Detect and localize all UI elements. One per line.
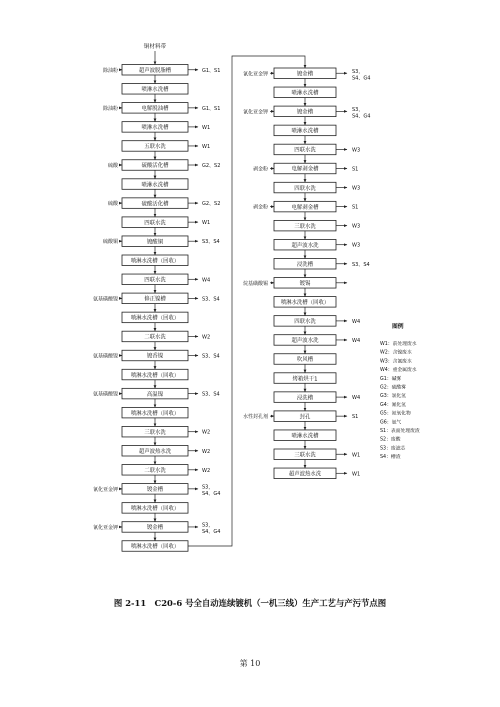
output-pollutant-label: S3、S4 bbox=[202, 239, 220, 246]
figure-caption: 图 2-11 C20-6 号全自动连续镀机（一机三线）生产工艺与产污节点图 bbox=[113, 598, 387, 608]
process-label: 喷淋水洗槽 bbox=[141, 125, 169, 132]
input-material-label: 硫酸 bbox=[107, 201, 118, 208]
right-step-8 bbox=[253, 201, 358, 220]
output-pollutant-label: S1 bbox=[352, 166, 359, 173]
output-pollutant-label: S3， bbox=[352, 106, 364, 113]
right-step-9 bbox=[274, 220, 360, 239]
output-pollutant-label: G1、S1 bbox=[202, 67, 221, 74]
input-material-label: 除油粉 bbox=[102, 105, 118, 112]
input-material-label: 氰化亚金钾 bbox=[242, 71, 268, 78]
process-label: 镀金槽 bbox=[146, 525, 164, 532]
output-pollutant-label: S3， bbox=[202, 484, 214, 491]
process-label: 三联水洗 bbox=[294, 223, 316, 230]
legend-item: W3：含氰废水 bbox=[380, 359, 412, 365]
input-material-label: 氰化亚金钾 bbox=[92, 486, 118, 493]
legend-item: S4：槽渣 bbox=[380, 455, 401, 461]
right-step-4 bbox=[274, 125, 336, 144]
output-pollutant-label: W4 bbox=[352, 337, 361, 344]
process-label: 修正镍槽 bbox=[144, 296, 166, 303]
process-label: 烤箱烘干1 bbox=[292, 376, 318, 383]
process-label: 四联水洗 bbox=[294, 185, 316, 192]
right-step-21 bbox=[274, 449, 360, 468]
left-step-12 bbox=[122, 274, 210, 293]
output-pollutant-label: W2 bbox=[202, 429, 211, 436]
process-label: 喷淋水洗槽（回收） bbox=[130, 544, 180, 551]
legend-item: G6：氨气 bbox=[380, 420, 402, 426]
process-label: 电解剥金槽 bbox=[291, 204, 319, 211]
left-step-19 bbox=[122, 407, 188, 426]
legend-item: S2：废酸 bbox=[380, 437, 401, 443]
input-material-label: 水性封孔剂 bbox=[242, 414, 268, 421]
left-step-14 bbox=[122, 312, 188, 331]
process-label: 四联水洗 bbox=[144, 220, 166, 227]
right-step-17 bbox=[274, 373, 336, 392]
output-pollutant-label: S3， bbox=[352, 68, 364, 75]
output-pollutant-label: S4、G4 bbox=[352, 75, 371, 82]
right-step-12 bbox=[243, 278, 347, 297]
right-step-18 bbox=[274, 392, 360, 411]
process-label: 电解脱油槽 bbox=[141, 106, 169, 113]
process-label: 喷淋水洗槽 bbox=[141, 87, 169, 93]
left-step-2 bbox=[122, 84, 188, 103]
output-pollutant-label: W4 bbox=[352, 395, 361, 402]
right-step-1 bbox=[243, 68, 370, 87]
left-step-10 bbox=[103, 236, 220, 255]
right-step-16 bbox=[274, 354, 336, 373]
left-step-18 bbox=[93, 388, 220, 407]
left-step-24 bbox=[122, 503, 188, 522]
process-label: 高温镍 bbox=[146, 391, 164, 398]
process-label: 喷淋水洗槽（回收） bbox=[130, 372, 180, 379]
process-label: 电解剥金槽 bbox=[291, 166, 319, 173]
process-label: 喷淋水洗槽 bbox=[291, 90, 319, 97]
left-step-13 bbox=[93, 293, 220, 312]
process-label: 喷淋水洗槽（回收） bbox=[130, 506, 180, 513]
process-label: 喷淋水洗槽 bbox=[141, 182, 169, 189]
input-material-label: 氨基磺酸镍 bbox=[92, 353, 118, 360]
left-step-23 bbox=[93, 484, 220, 503]
output-pollutant-label: W3 bbox=[352, 185, 361, 192]
start-material-label: 铜材料带 bbox=[143, 44, 167, 50]
output-pollutant-label: W3 bbox=[352, 242, 361, 249]
process-label: 硫酸活化槽 bbox=[141, 201, 169, 208]
right-step-22 bbox=[274, 468, 360, 479]
process-label: 喷淋水洗槽 bbox=[291, 433, 319, 440]
process-label: 镀香镍 bbox=[146, 353, 164, 360]
input-material-label: 氨基磺酸镍 bbox=[92, 391, 118, 398]
right-step-3 bbox=[243, 106, 370, 125]
left-process-column bbox=[93, 42, 220, 551]
process-label: 超声波水洗 bbox=[291, 242, 319, 249]
output-pollutant-label: S3、S4 bbox=[202, 296, 220, 303]
left-step-20 bbox=[122, 426, 210, 445]
process-label: 喷淋水洗槽（回收） bbox=[130, 315, 180, 322]
process-label: 浸洗槽 bbox=[296, 395, 314, 402]
output-pollutant-label: S1 bbox=[352, 414, 359, 421]
right-step-13 bbox=[274, 297, 336, 316]
legend-item: S1：表面处理废渣 bbox=[380, 429, 420, 434]
right-process-column bbox=[243, 68, 370, 479]
process-label: 镀金槽 bbox=[296, 71, 314, 78]
process-label: 四联水洗 bbox=[144, 277, 166, 284]
output-pollutant-label: S3、S4 bbox=[352, 261, 370, 268]
process-label: 四联水洗 bbox=[294, 147, 316, 154]
right-step-15 bbox=[274, 335, 360, 354]
output-pollutant-label: S4、G4 bbox=[202, 490, 221, 497]
output-pollutant-label: W3 bbox=[352, 223, 361, 230]
legend-item: G2：硫酸雾 bbox=[380, 385, 406, 391]
output-pollutant-label: W2 bbox=[202, 467, 211, 474]
output-pollutant-label: W4 bbox=[202, 277, 211, 284]
left-step-15 bbox=[122, 331, 210, 350]
right-step-14 bbox=[274, 316, 360, 335]
process-label: 镀锡 bbox=[299, 281, 311, 287]
input-material-label: 硫酸铜 bbox=[102, 239, 118, 246]
process-label: 二联水洗 bbox=[144, 334, 166, 341]
process-label: 喷淋水洗槽（回收） bbox=[130, 410, 180, 417]
output-pollutant-label: W1 bbox=[202, 143, 211, 150]
output-pollutant-label: G2、S2 bbox=[202, 201, 221, 208]
process-label: 镀金槽 bbox=[146, 487, 164, 494]
input-material-label: 氨基磺酸镍 bbox=[92, 296, 118, 303]
left-step-7 bbox=[122, 179, 188, 198]
input-material-label: 剥金粉 bbox=[252, 204, 268, 211]
process-label: 镀酸铜 bbox=[146, 239, 164, 246]
legend-item: W2：含镍废水 bbox=[380, 350, 412, 356]
output-pollutant-label: W2 bbox=[202, 334, 211, 341]
process-label: 镀金槽 bbox=[296, 109, 314, 116]
left-step-9 bbox=[122, 217, 210, 236]
right-step-6 bbox=[253, 163, 358, 182]
output-pollutant-label: W3 bbox=[352, 147, 361, 154]
left-step-1 bbox=[103, 65, 220, 84]
right-step-7 bbox=[274, 182, 360, 201]
left-step-4 bbox=[122, 122, 210, 141]
output-pollutant-label: S3、S4 bbox=[202, 353, 220, 360]
output-pollutant-label: S1 bbox=[352, 204, 359, 211]
input-material-label: 硫酸 bbox=[107, 163, 118, 169]
left-step-11 bbox=[122, 255, 188, 274]
process-label: 超声波热水洗 bbox=[138, 448, 172, 455]
legend-title: 图例 bbox=[392, 324, 404, 330]
left-step-22 bbox=[122, 465, 210, 484]
right-step-20 bbox=[274, 430, 336, 449]
input-material-label: 除油粉 bbox=[102, 67, 118, 74]
legend-item: G5：氮氧化物 bbox=[380, 411, 411, 417]
process-label: 浸洗槽 bbox=[296, 261, 314, 268]
process-label: 四联水洗 bbox=[294, 319, 316, 326]
input-material-label: 氰化亚金钾 bbox=[242, 109, 268, 116]
process-label: 喷淋水洗槽（回收） bbox=[130, 258, 180, 265]
output-pollutant-label: W1 bbox=[202, 220, 211, 227]
output-pollutant-label: G2、S2 bbox=[202, 163, 221, 169]
process-label: 超声波热水洗 bbox=[288, 471, 322, 478]
input-material-label: 氰化亚金钾 bbox=[92, 524, 118, 531]
output-pollutant-label: S3、S4 bbox=[202, 391, 220, 398]
input-material-label: 烷基磺酸锡 bbox=[242, 280, 268, 287]
legend-item: G3：氯化氢 bbox=[380, 394, 406, 400]
left-step-17 bbox=[122, 369, 188, 388]
output-pollutant-label: G1、S1 bbox=[202, 105, 221, 112]
process-label: 超声波脱脂槽 bbox=[138, 67, 172, 74]
legend-item: W4：重金属废水 bbox=[380, 368, 417, 374]
legend-item: G4：氰化氢 bbox=[380, 402, 406, 408]
output-pollutant-label: W4 bbox=[352, 318, 361, 325]
output-pollutant-label: W1 bbox=[202, 124, 211, 131]
process-label: 硫酸活化槽 bbox=[141, 163, 169, 170]
right-step-19 bbox=[243, 411, 358, 430]
right-step-11 bbox=[274, 259, 370, 278]
output-pollutant-label: W1 bbox=[352, 452, 361, 459]
legend-item: S3：废滤芯 bbox=[380, 446, 406, 452]
output-pollutant-label: W1 bbox=[352, 471, 361, 478]
left-step-26 bbox=[122, 541, 188, 552]
left-step-5 bbox=[122, 141, 210, 160]
legend-item: G1：碱雾 bbox=[380, 376, 402, 382]
right-step-10 bbox=[274, 239, 360, 258]
output-pollutant-label: S4、G4 bbox=[202, 528, 221, 535]
process-label: 三联水洗 bbox=[294, 452, 316, 459]
left-step-21 bbox=[122, 446, 210, 465]
left-step-16 bbox=[93, 350, 220, 369]
right-step-5 bbox=[274, 144, 360, 163]
process-label: 封孔 bbox=[299, 414, 311, 421]
process-label: 喷淋水洗槽 bbox=[291, 128, 319, 135]
input-material-label: 剥金粉 bbox=[252, 166, 268, 173]
output-pollutant-label: W2 bbox=[202, 448, 211, 455]
left-step-8 bbox=[108, 198, 220, 217]
left-step-3 bbox=[103, 103, 220, 122]
legend bbox=[380, 322, 420, 460]
process-label: 超声波水洗 bbox=[291, 338, 319, 345]
process-label: 二联水洗 bbox=[144, 468, 166, 474]
right-step-2 bbox=[274, 87, 336, 106]
page-number: 第 10 bbox=[239, 659, 261, 668]
output-pollutant-label: S3， bbox=[202, 522, 214, 529]
process-label: 三联水洗 bbox=[144, 429, 166, 436]
left-step-6 bbox=[108, 160, 220, 179]
legend-item: W1：前处理废水 bbox=[380, 342, 417, 347]
left-step-25 bbox=[93, 522, 220, 541]
output-pollutant-label: S4、G4 bbox=[352, 113, 371, 120]
process-label: 吹风槽 bbox=[296, 357, 314, 364]
process-label: 五联水洗 bbox=[144, 144, 166, 151]
process-label: 喷淋水洗槽（回收） bbox=[280, 300, 330, 307]
